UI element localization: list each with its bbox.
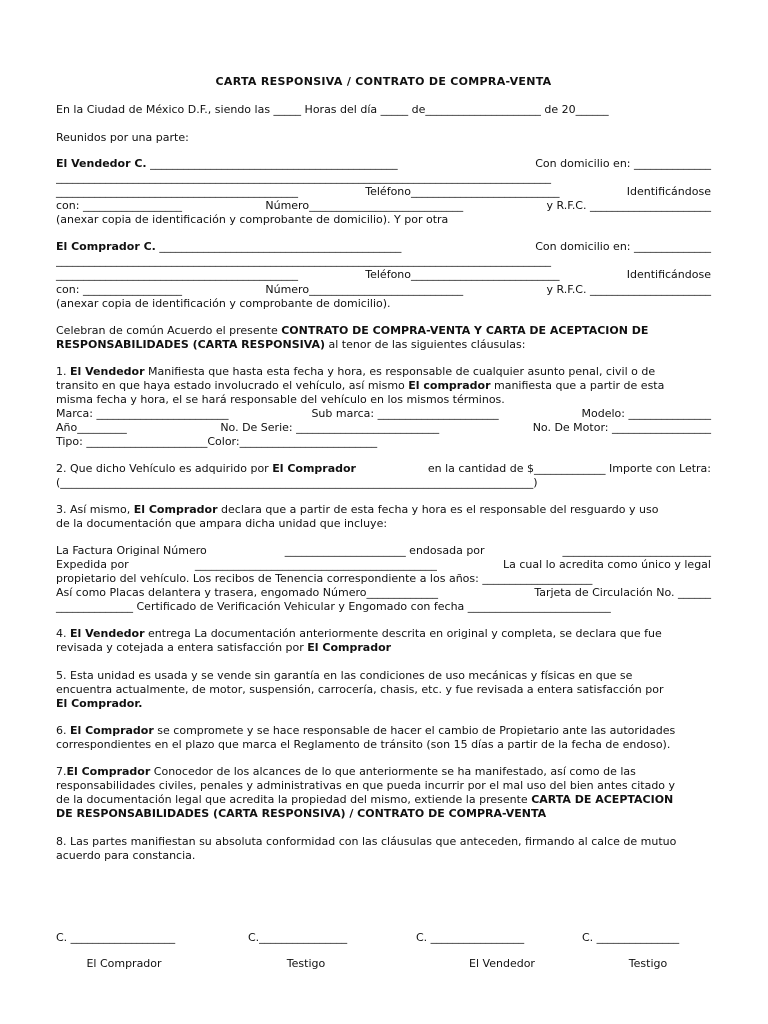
issued-by-field: ____________________________________________ <box>194 558 437 571</box>
witness-2-signature-label: Testigo <box>628 957 668 970</box>
clause-7-line-1: 7.El Comprador Conocedor de los alcances de lo que anteriormente se ha manifestado, así como de las <box>56 765 636 778</box>
sub-brand-field: Sub marca: ______________________ <box>311 407 499 420</box>
agreement-line-1: Celebran de común Acuerdo el presente CONTRATO DE COMPRA-VENTA Y CARTA DE ACEPTACION DE <box>56 324 649 337</box>
buyer-rfc: y R.F.C. ______________________ <box>546 283 711 296</box>
clause-2-line-1: 2. Que dicho Vehículo es adquirido por El Comprador en la cantidad de $_____________ Importe con Letra: <box>56 462 711 475</box>
seller-phone-line: ____________________________________________ Teléfono___________________________ Identificándose <box>56 185 711 198</box>
buyer-id-line: con: __________________ Número____________________________ y R.F.C. ______________________ <box>56 283 711 296</box>
buyer-signature-line: C. ___________________ <box>56 931 176 944</box>
year-field: Año_________ <box>56 421 127 434</box>
seller-address-line: __________________________________________________________________________________________ <box>56 171 551 184</box>
clause-7-line-3: de la documentación legal que acredita la propiedad del mismo, extiende la presente CARTA DE ACEPTACION <box>56 793 674 806</box>
seller-annex-note: (anexar copia de identificación y comprobante de domicilio). Y por otra <box>56 213 449 226</box>
seller-name-line: El Vendedor C. _____________________________________________ Con domicilio en: ______________ <box>56 157 711 170</box>
buyer-annex-note: (anexar copia de identificación y comprobante de domicilio). <box>56 297 391 310</box>
buyer-address-line: __________________________________________________________________________________________ <box>56 254 551 267</box>
seller-signature-line: C. _________________ <box>416 931 525 944</box>
parties-intro: Reunidos por una parte: <box>56 131 189 144</box>
invoice-number-field: ______________________ endosada por <box>284 544 485 557</box>
plates-field: Así como Placas delantera y trasera, engomado Número_____________ <box>56 586 438 599</box>
witness-1-signature-line: C.________________ <box>248 931 348 944</box>
brand-field: Marca: ________________________ <box>56 407 229 420</box>
buyer-phone: Teléfono___________________________ <box>365 268 560 281</box>
buyer-address-label: Con domicilio en: ______________ <box>535 240 711 253</box>
seller-signature-label: El Vendedor <box>469 957 535 970</box>
buyer-label: El Comprador C. <box>56 240 156 253</box>
clause-5-line-1: 5. Esta unidad es usada y se vende sin garantía en las condiciones de uso mecánicas y físicas en que se <box>56 669 633 682</box>
model-field: Modelo: _______________ <box>581 407 711 420</box>
clause-1-line-3: misma fecha y hora, el se hará responsable del vehículo en los mismos términos. <box>56 393 505 406</box>
clause-4-line-2: revisada y cotejada a entera satisfacción por El Comprador <box>56 641 392 654</box>
vehicle-serial-line <box>56 421 711 435</box>
buyer-signature-label: El Comprador <box>86 957 162 970</box>
endorsed-by-field: ___________________________ <box>562 544 711 557</box>
plates-line <box>56 586 711 600</box>
seller-rfc: y R.F.C. ______________________ <box>546 199 711 212</box>
clause-3-line-2: de la documentación que ampara dicha unidad que incluye: <box>56 517 388 530</box>
tenencia-line: propietario del vehículo. Los recibos de Tenencia correspondiente a los años: ____________________ <box>56 572 593 585</box>
clause-8-line-2: acuerdo para constancia. <box>56 849 196 862</box>
seller-phone: Teléfono___________________________ <box>365 185 560 198</box>
circulation-card-field: Tarjeta de Circulación No. ______ <box>534 586 711 599</box>
clause-3-line-1: 3. Así mismo, El Comprador declara que a partir de esta fecha y hora es el responsable del resguardo y uso <box>56 503 659 516</box>
engine-field: No. De Motor: __________________ <box>532 421 711 434</box>
seller-label: El Vendedor C. <box>56 157 147 170</box>
clause-7-line-4: DE RESPONSABILIDADES (CARTA RESPONSIVA) / CONTRATO DE COMPRA-VENTA <box>56 807 547 820</box>
clause-8-line-1: 8. Las partes manifiestan su absoluta conformidad con las cláusulas que anteceden, firmando al calce de mutuo <box>56 835 677 848</box>
clause-1-line-2: transito en que haya estado involucrado el vehículo, así mismo El comprador manifiesta que a partir de esta <box>56 379 665 392</box>
vehicle-brand-line <box>56 407 711 421</box>
price-in-words-field: (______________________________________________________________________________________) <box>56 476 538 489</box>
clause-1-line-1: 1. El Vendedor Manifiesta que hasta esta fecha y hora, es responsable de cualquier asunto penal, civil o de <box>56 365 656 378</box>
seller-address-label: Con domicilio en: ______________ <box>535 157 711 170</box>
serial-field: No. De Serie: __________________________ <box>220 421 440 434</box>
vehicle-type-color-line: Tipo: ______________________Color:_________________________ <box>56 435 378 448</box>
buyer-name-line: El Comprador C. ____________________________________________ Con domicilio en: ______________ <box>56 240 711 253</box>
issued-by-line: Expedida por ____________________________________________ La cual lo acredita como único y legal <box>56 558 711 571</box>
clause-5-line-2: encuentra actualmente, de motor, suspensión, carrocería, chasis, etc. y fue revisada a entera satisfacción por <box>56 683 664 696</box>
clause-6-line-2: correspondientes en el plazo que marca el Reglamento de tránsito (son 15 días a partir de la fecha de endoso). <box>56 738 671 751</box>
clause-6-line-1: 6. El Comprador se compromete y se hace responsable de hacer el cambio de Propietario ante las autoridades <box>56 724 676 737</box>
buyer-phone-line: ____________________________________________ Teléfono___________________________ Identificándose <box>56 268 711 281</box>
document-title: CARTA RESPONSIVA / CONTRATO DE COMPRA-VENTA <box>215 75 552 88</box>
clause-4-line-1: 4. El Vendedor entrega La documentación anteriormente descrita en original y completa, se declara que fue <box>56 627 662 640</box>
clause-7-line-2: responsabilidades civiles, penales y administrativas en que pueda incurrir por el mal uso del bien antes citado y <box>56 779 676 792</box>
price-field: en la cantidad de $_____________ Importe con Letra: <box>427 462 711 475</box>
clause-5-line-3: El Comprador. <box>56 697 143 710</box>
agreement-line-2: RESPONSABILIDADES (CARTA RESPONSIVA) al tenor de las siguientes cláusulas: <box>56 338 526 351</box>
witness-1-signature-label: Testigo <box>286 957 326 970</box>
seller-id-line: con: __________________ Número____________________________ y R.F.C. ______________________ <box>56 199 711 212</box>
verification-line: ______________ Certificado de Verificación Vehicular y Engomado con fecha __________________________ <box>56 600 611 613</box>
witness-2-signature-line: C. _______________ <box>582 931 680 944</box>
opening-line: En la Ciudad de México D.F., siendo las _____ Horas del día _____ de_____________________ de 20______ <box>56 103 609 116</box>
invoice-line: La Factura Original Número ______________________ endosada por ___________________________ <box>56 544 711 557</box>
